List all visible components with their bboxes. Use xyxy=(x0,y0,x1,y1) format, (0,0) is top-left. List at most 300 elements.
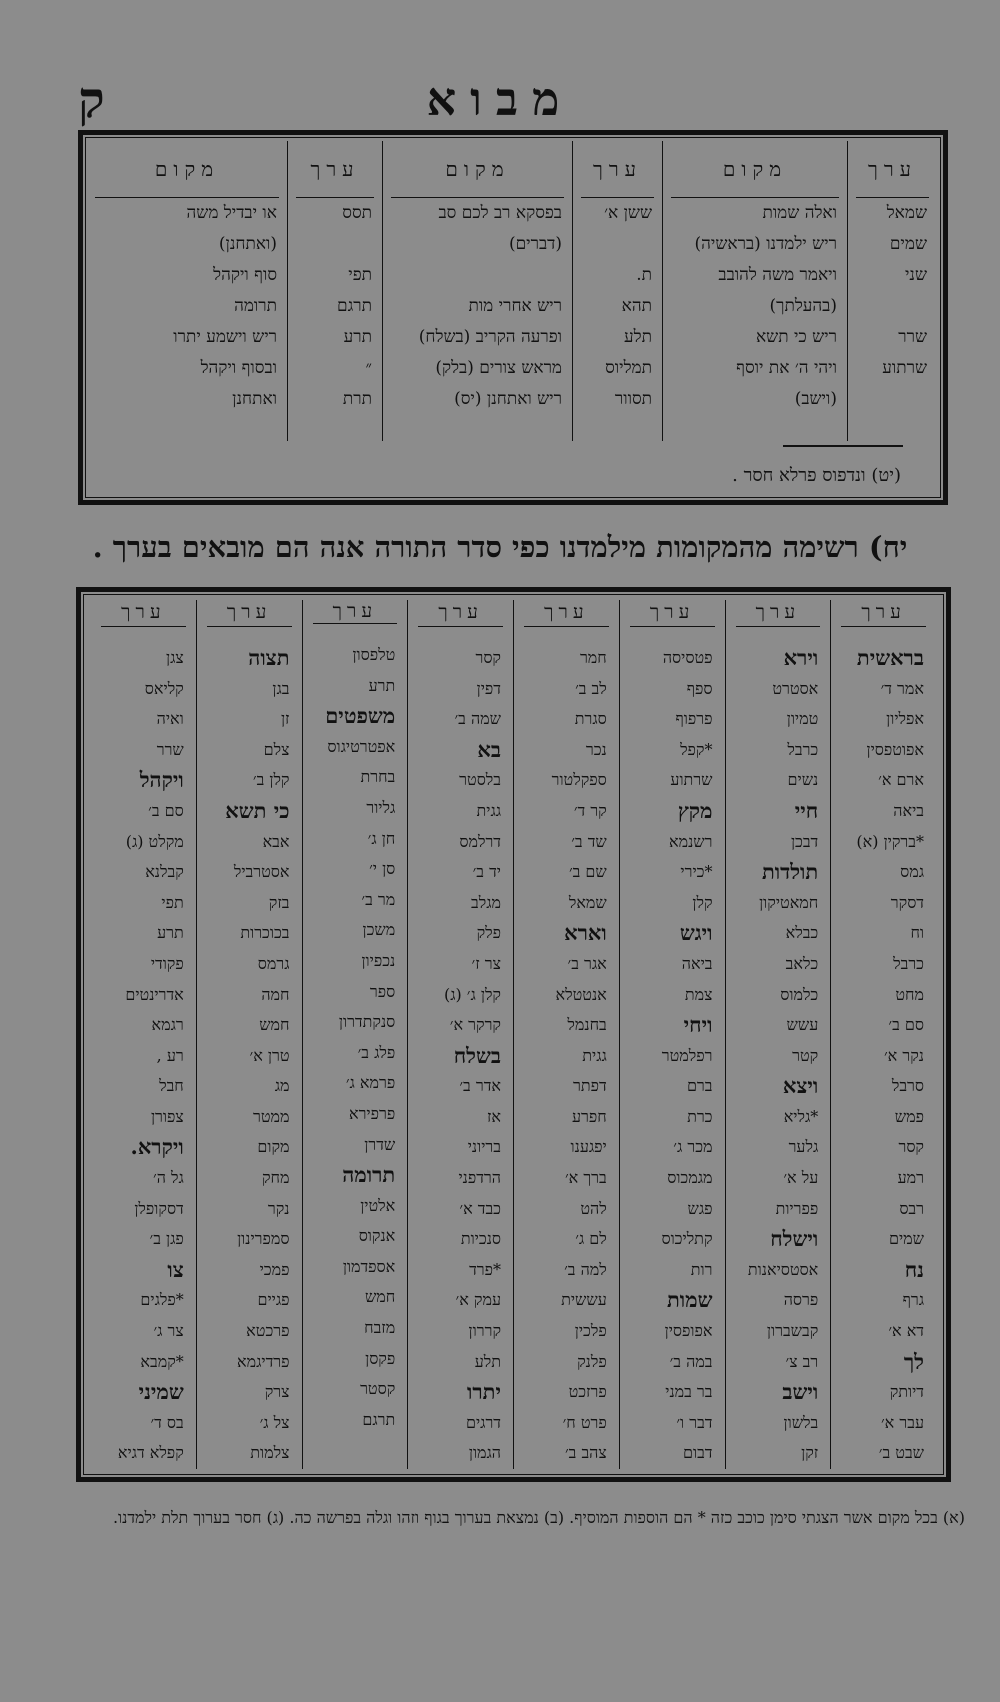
parasha-heading: שמות xyxy=(667,1287,713,1313)
list-item: צלמות xyxy=(250,1443,290,1463)
list-item: חמה xyxy=(261,984,290,1004)
table-cell: ריש כי תשא xyxy=(755,327,837,347)
list-item: רע , xyxy=(156,1045,184,1065)
list-item: רב צ׳ xyxy=(785,1351,819,1371)
list-item: רבס xyxy=(899,1198,924,1218)
column-header: ערך xyxy=(856,141,929,198)
list-item: ספר xyxy=(369,981,396,1001)
sources-column xyxy=(382,141,572,441)
list-item: כבד א׳ xyxy=(459,1198,501,1218)
list-item: סנקתדרון xyxy=(338,1012,396,1032)
sources-column xyxy=(87,141,287,441)
list-item: ממטר xyxy=(253,1106,290,1126)
list-item: פגיים xyxy=(257,1290,290,1310)
list-item: ביאה xyxy=(893,800,924,820)
list-item: סרבל xyxy=(891,1076,924,1096)
list-item: תפי xyxy=(161,892,184,912)
table-cell: ״ xyxy=(365,358,372,378)
list-item: במה ב׳ xyxy=(669,1351,713,1371)
table-cell: (וישב) xyxy=(794,389,837,409)
table-cell: ריש ואתחנן (יס) xyxy=(454,389,562,409)
list-item: זקן xyxy=(801,1443,819,1463)
list-item: ברך א׳ xyxy=(564,1168,607,1188)
list-item: בזק xyxy=(268,892,290,912)
list-item: פלג ב׳ xyxy=(357,1042,396,1062)
list-item: רשנמא xyxy=(669,831,713,851)
list-item: קלן xyxy=(692,892,713,912)
list-item: דפתר xyxy=(573,1076,607,1096)
entries-column xyxy=(196,600,302,1469)
list-item: כבלא xyxy=(785,923,819,943)
list-item: נקר xyxy=(267,1198,290,1218)
column-header: ערך xyxy=(841,600,926,627)
list-item: יד ב׳ xyxy=(472,862,501,882)
list-item: בחנמל xyxy=(567,1015,607,1035)
list-item: לב ב׳ xyxy=(575,678,607,698)
column-header: ערך xyxy=(207,600,292,627)
list-item: קר ד׳ xyxy=(573,800,607,820)
table-cell: תרע xyxy=(343,327,372,347)
list-item: תרע xyxy=(368,675,396,695)
list-item: כרת xyxy=(687,1106,713,1126)
list-item: דפין xyxy=(476,678,501,698)
list-item: חמאטיקון xyxy=(759,892,819,912)
list-item: מקום xyxy=(257,1137,290,1157)
list-item: וח xyxy=(910,923,924,943)
list-item: אלטין xyxy=(360,1195,396,1215)
list-item: דרגים xyxy=(465,1412,501,1432)
column-header: ערך xyxy=(313,600,398,624)
list-item: נכר xyxy=(585,739,607,759)
page-title: מבוא xyxy=(426,72,574,126)
parasha-heading: ויצא xyxy=(782,1073,819,1099)
table-cell xyxy=(848,291,937,322)
parasha-heading: שמיני xyxy=(138,1379,184,1405)
list-item: קרקר א׳ xyxy=(449,1015,501,1035)
parasha-heading: ויחי xyxy=(683,1012,713,1038)
table-cell: ואלה שמות xyxy=(762,203,837,223)
parasha-heading: וירא xyxy=(783,644,819,670)
column-header: מקום xyxy=(391,141,564,198)
sources-table xyxy=(89,141,937,441)
list-item: חפרע xyxy=(571,1106,607,1126)
list-item: דא א׳ xyxy=(888,1321,924,1341)
list-item: צר ג׳ xyxy=(153,1321,184,1341)
list-item: מחט xyxy=(895,984,924,1004)
list-item: עששית xyxy=(561,1290,607,1310)
list-item: מג xyxy=(274,1076,290,1096)
list-item: טלפסון xyxy=(352,645,396,664)
list-item: אפופסין xyxy=(664,1321,713,1341)
list-item: אסטרביל xyxy=(233,862,290,882)
list-item: תרע xyxy=(157,923,184,943)
list-item: *פרד xyxy=(469,1259,501,1279)
list-item: אפליון xyxy=(886,709,924,729)
sources-table-frame xyxy=(78,130,948,505)
table-cell: תרת xyxy=(342,389,372,409)
table-cell xyxy=(848,384,937,415)
list-item: אנטטלא xyxy=(555,984,607,1004)
parasha-heading: משפטים xyxy=(325,703,396,729)
list-item: טמיון xyxy=(786,709,819,729)
list-item: קלן ב׳ xyxy=(252,770,290,790)
list-item: רמע xyxy=(897,1168,924,1188)
list-item: שדרן xyxy=(364,1134,396,1154)
list-item: *ברקין (א) xyxy=(856,831,924,851)
table-cell: תרגם xyxy=(337,296,372,316)
list-item: קליאס xyxy=(144,678,184,698)
list-item: גל ה׳ xyxy=(153,1168,184,1188)
list-item: רגמא xyxy=(151,1015,184,1035)
entries-list xyxy=(514,643,619,1469)
list-item: מר ב׳ xyxy=(361,889,396,909)
list-item: פפריות xyxy=(775,1198,819,1218)
list-item: *פלגים xyxy=(140,1290,184,1310)
list-item: סמפרינון xyxy=(237,1229,290,1249)
table-cell: בפסקא רב לכם סב xyxy=(438,203,562,223)
list-item: זן xyxy=(280,709,290,729)
entries-column xyxy=(619,600,725,1469)
table-cell: תרומה xyxy=(234,296,277,316)
list-item: משכן xyxy=(362,920,396,940)
table-cell: תפי xyxy=(348,265,372,285)
list-item: קלן ג׳ (ג) xyxy=(443,984,501,1004)
list-item: אפוטפסין xyxy=(866,739,924,759)
list-item xyxy=(303,1466,408,1497)
entries-list xyxy=(303,640,408,1497)
list-item: צרק xyxy=(264,1382,290,1402)
list-item: קסטר xyxy=(360,1379,396,1399)
list-item: גמס xyxy=(900,862,924,882)
list-item: חמש xyxy=(259,1015,290,1035)
list-item: אספדמון xyxy=(342,1256,396,1276)
footnote: (א) בכל מקום אשר הצגתי סימן כוכב כזה * הם הוספות המוסיף. (ב) נמצאת בערוך בגוף וזהו וגלה בפרשה כה. (ג) חסר בערוך תלת ילמדנו. xyxy=(112,1508,965,1527)
parasha-heading: מקץ xyxy=(677,797,713,823)
table-cell: מראש צורים (בלק) xyxy=(435,358,562,378)
list-item: בגן xyxy=(272,678,290,698)
table-cell: תסוור xyxy=(614,389,652,409)
list-item: תרגם xyxy=(362,1409,396,1429)
table-cell: ת. xyxy=(636,265,652,285)
parasha-heading: בא xyxy=(477,736,501,762)
list-item: להט xyxy=(580,1198,607,1218)
entries-list xyxy=(726,643,831,1469)
list-item: עמק א׳ xyxy=(455,1290,501,1310)
parasha-heading: נח xyxy=(904,1256,924,1282)
list-item: פגן ב׳ xyxy=(149,1229,184,1249)
list-item: גלער xyxy=(788,1137,819,1157)
list-item: ספקלטור xyxy=(551,770,607,790)
list-item: פרט ח׳ xyxy=(562,1412,607,1432)
list-item: אסטסיאנות xyxy=(747,1259,819,1279)
list-item: כרבל xyxy=(787,739,819,759)
list-item: פלנק xyxy=(577,1351,607,1371)
list-item: פרסה xyxy=(783,1290,819,1310)
sources-column xyxy=(287,141,382,441)
entries-list xyxy=(408,643,513,1469)
list-item: *כירי xyxy=(680,862,713,882)
table-cell: ואתחנן xyxy=(232,389,277,409)
list-item: קסר xyxy=(475,647,501,667)
column-header: ערך xyxy=(630,600,715,627)
list-item: אסטרט xyxy=(772,678,819,698)
list-item: *קמבא xyxy=(140,1351,184,1371)
table-cell: ובסוף ויקהל xyxy=(200,358,277,378)
table-cell xyxy=(383,260,572,291)
table-cell xyxy=(288,229,382,260)
list-item: פמכי xyxy=(259,1259,290,1279)
entries-column xyxy=(830,600,936,1469)
list-item: הגמון xyxy=(468,1443,501,1463)
list-item: שמים xyxy=(889,1229,924,1249)
list-item: לם ג׳ xyxy=(575,1229,607,1249)
parasha-heading: תולדות xyxy=(761,859,819,885)
entries-list xyxy=(620,643,725,1469)
table-cell: תסס xyxy=(342,203,372,223)
note-rule xyxy=(783,445,903,447)
parasha-heading: תצוה xyxy=(248,644,290,670)
list-item: פרזכט xyxy=(568,1382,607,1402)
list-item: סגרת xyxy=(574,709,607,729)
list-item: הרדפני xyxy=(458,1168,501,1188)
list-item: קפלא דגיא xyxy=(117,1443,184,1463)
list-item: בריוני xyxy=(467,1137,501,1157)
list-item: מגמכוס xyxy=(667,1168,713,1188)
entries-list xyxy=(197,643,302,1469)
list-item: דבכן xyxy=(790,831,819,851)
list-item: שרר xyxy=(156,739,184,759)
list-item: צל ג׳ xyxy=(259,1412,290,1432)
list-item: ספף xyxy=(686,678,713,698)
column-header: ערך xyxy=(296,141,374,198)
entries-column xyxy=(91,600,196,1469)
entries-column xyxy=(302,600,408,1469)
list-item: מזבח xyxy=(364,1318,396,1338)
list-item: ביאה xyxy=(681,953,713,973)
list-item: טרן א׳ xyxy=(249,1045,290,1065)
entries-list xyxy=(91,643,196,1469)
list-item xyxy=(303,1435,408,1466)
parasha-heading: בראשית xyxy=(856,644,924,670)
list-item: שמאל xyxy=(568,892,607,912)
column-header: ערך xyxy=(418,600,503,627)
list-item: קררון xyxy=(468,1321,501,1341)
table-cell: תמליוס xyxy=(605,358,652,378)
list-item: *קפל xyxy=(680,739,713,759)
column-header: ערך xyxy=(524,600,609,627)
table-note: (יט) ונדפוס פרלא חסר . xyxy=(732,465,901,486)
list-item: פטסיסה xyxy=(662,647,713,667)
list-item: גגית xyxy=(476,800,501,820)
parasha-heading: וארא xyxy=(564,920,607,946)
table-cell: או יבדיל משה xyxy=(186,203,277,223)
list-item: דרלמס xyxy=(459,831,501,851)
table-cell: ריש אחרי מות xyxy=(468,296,562,316)
table-cell: ויאמר משה להובב xyxy=(718,265,837,285)
list-item: פלק xyxy=(476,923,501,943)
table-cell: ריש ילמדנו (בראשיה) xyxy=(694,234,837,254)
parasha-heading: צו xyxy=(167,1256,184,1282)
list-item: סם ב׳ xyxy=(148,800,184,820)
list-item: בר במני xyxy=(665,1382,713,1402)
table-cell: סוף ויקהל xyxy=(213,265,277,285)
list-item: חבל xyxy=(159,1076,184,1096)
list-item: רות xyxy=(690,1259,713,1279)
list-item: מכר ג׳ xyxy=(673,1137,713,1157)
list-item: דסקר xyxy=(890,892,924,912)
column-header: ערך xyxy=(736,600,821,627)
list-item: עשש xyxy=(786,1015,819,1035)
list-item: דבום xyxy=(683,1443,713,1463)
list-item: גגית xyxy=(582,1045,607,1065)
list-item: גרף xyxy=(902,1290,924,1310)
table-cell: ופרעה הקריב (בשלח) xyxy=(418,327,562,347)
list-item: דיותק xyxy=(889,1382,924,1402)
list-item: סן י׳ xyxy=(369,859,396,879)
list-item: פרדיגמא xyxy=(237,1351,290,1371)
list-item: אדרינטים xyxy=(125,984,184,1004)
entries-column xyxy=(407,600,513,1469)
list-item: פמש xyxy=(894,1106,924,1126)
list-item: אדר ב׳ xyxy=(459,1076,501,1096)
table-cell: ויהי ה׳ את יוסף xyxy=(736,358,837,378)
list-item: פגש xyxy=(687,1198,713,1218)
list-item: פרפירא xyxy=(348,1103,396,1123)
parasha-heading: ויקרא. xyxy=(130,1134,184,1160)
list-item: צלם xyxy=(263,739,290,759)
list-item: ארם א׳ xyxy=(878,770,924,790)
list-item: אבא xyxy=(262,831,290,851)
parasha-heading: וישב xyxy=(782,1379,819,1405)
list-item: אמר ד׳ xyxy=(880,678,924,698)
column-header: ערך xyxy=(581,141,654,198)
list-item: שבט ב׳ xyxy=(878,1443,924,1463)
list-item: מחק xyxy=(261,1168,290,1188)
list-item: כרבל xyxy=(893,953,924,973)
list-item: אפטרטיגוס xyxy=(327,736,396,756)
list-item: קבלנא xyxy=(145,862,184,882)
list-item: פקסן xyxy=(365,1348,396,1368)
page-letter: ק xyxy=(78,70,105,129)
list-item: אנקוס xyxy=(358,1226,396,1246)
list-item: צמת xyxy=(684,984,713,1004)
list-item: על א׳ xyxy=(783,1168,819,1188)
list-item: פרכטא xyxy=(246,1321,290,1341)
list-item: יפגענו xyxy=(570,1137,607,1157)
list-item: קתליכוס xyxy=(661,1229,713,1249)
list-item: גליור xyxy=(366,797,396,817)
entries-table xyxy=(91,600,936,1469)
list-item: רפלמטר xyxy=(661,1045,713,1065)
list-item: כלמוס xyxy=(780,984,819,1004)
list-item: בלסטר xyxy=(459,770,501,790)
parasha-heading: יתרו xyxy=(466,1379,501,1405)
parasha-heading: חיי xyxy=(794,797,819,823)
list-item: שמה ב׳ xyxy=(454,709,501,729)
list-item: קסר xyxy=(898,1137,924,1157)
table-cell: ששן א׳ xyxy=(604,203,652,223)
list-item: צפורן xyxy=(150,1106,184,1126)
list-item: *גליא xyxy=(783,1106,819,1126)
section-heading: יח) רשימה מהמקומות מילמדנו כפי סדר התורה אנה הם מובאים בערך . xyxy=(92,530,908,564)
entries-column xyxy=(513,600,619,1469)
table-cell: שרר xyxy=(898,327,927,347)
list-item: מקלט (ג) xyxy=(125,831,184,851)
list-item: ברם xyxy=(686,1076,713,1096)
list-item: בלשון xyxy=(783,1412,819,1432)
list-item: בכוכרות xyxy=(240,923,290,943)
list-item: חן ג׳ xyxy=(367,828,396,848)
list-item: שד ב׳ xyxy=(571,831,607,851)
table-cell: (בהעלתך) xyxy=(769,296,837,316)
list-item: תלע xyxy=(474,1351,501,1371)
column-header: מקום xyxy=(95,141,279,198)
list-item: עבר א׳ xyxy=(880,1412,924,1432)
list-item: שרתוע xyxy=(670,770,713,790)
list-item: קטר xyxy=(792,1045,819,1065)
parasha-heading: ויגש xyxy=(679,920,713,946)
sources-column xyxy=(662,141,847,441)
table-cell: (דברים) xyxy=(508,234,562,254)
list-item: פרפוף xyxy=(675,709,713,729)
list-item: נכפיון xyxy=(361,950,396,970)
list-item: אז xyxy=(486,1106,501,1126)
list-item: פרמא ג׳ xyxy=(345,1073,396,1093)
list-item: צהב ב׳ xyxy=(564,1443,607,1463)
list-item: נקר א׳ xyxy=(883,1045,924,1065)
table-cell: שרתוע xyxy=(882,358,927,378)
list-item: סם ב׳ xyxy=(888,1015,924,1035)
list-item: סנכיות xyxy=(460,1229,501,1249)
list-item: חמר xyxy=(579,647,607,667)
entries-list xyxy=(831,643,936,1469)
entries-table-frame xyxy=(76,587,951,1482)
sources-column xyxy=(572,141,662,441)
entries-column xyxy=(725,600,831,1469)
column-header: ערך xyxy=(101,600,186,627)
list-item: למה ב׳ xyxy=(564,1259,607,1279)
list-item: ואיה xyxy=(156,709,184,729)
table-cell xyxy=(573,229,662,260)
list-item: פלכין xyxy=(574,1321,607,1341)
table-cell: תלע xyxy=(624,327,652,347)
list-item: כלאב xyxy=(785,953,819,973)
parasha-heading: וישלח xyxy=(770,1226,819,1252)
parasha-heading: לך xyxy=(903,1348,924,1374)
list-item: דבר ו׳ xyxy=(676,1412,713,1432)
list-item: נשים xyxy=(787,770,819,790)
list-item: גרמס xyxy=(257,953,290,973)
table-cell: ריש וישמע יתרו xyxy=(173,327,277,347)
table-cell: שני xyxy=(904,265,927,285)
list-item: צר ז׳ xyxy=(471,953,501,973)
list-item: אגר ב׳ xyxy=(567,953,607,973)
table-cell: שמים xyxy=(889,234,927,254)
parasha-heading: תרומה xyxy=(342,1162,396,1188)
list-item: בס ד׳ xyxy=(150,1412,184,1432)
list-item: חמש xyxy=(364,1287,396,1307)
list-item: דסקופלן xyxy=(134,1198,184,1218)
column-header: מקום xyxy=(671,141,839,198)
list-item: צגן xyxy=(166,647,184,667)
table-cell: תהא xyxy=(621,296,652,316)
parasha-heading: בשלח xyxy=(453,1042,501,1068)
list-item: שם ב׳ xyxy=(568,862,607,882)
parasha-heading: ויקהל xyxy=(139,767,184,793)
list-item: פקודי xyxy=(150,953,184,973)
list-item: מגלב xyxy=(471,892,501,912)
table-cell: שמאל xyxy=(886,203,927,223)
